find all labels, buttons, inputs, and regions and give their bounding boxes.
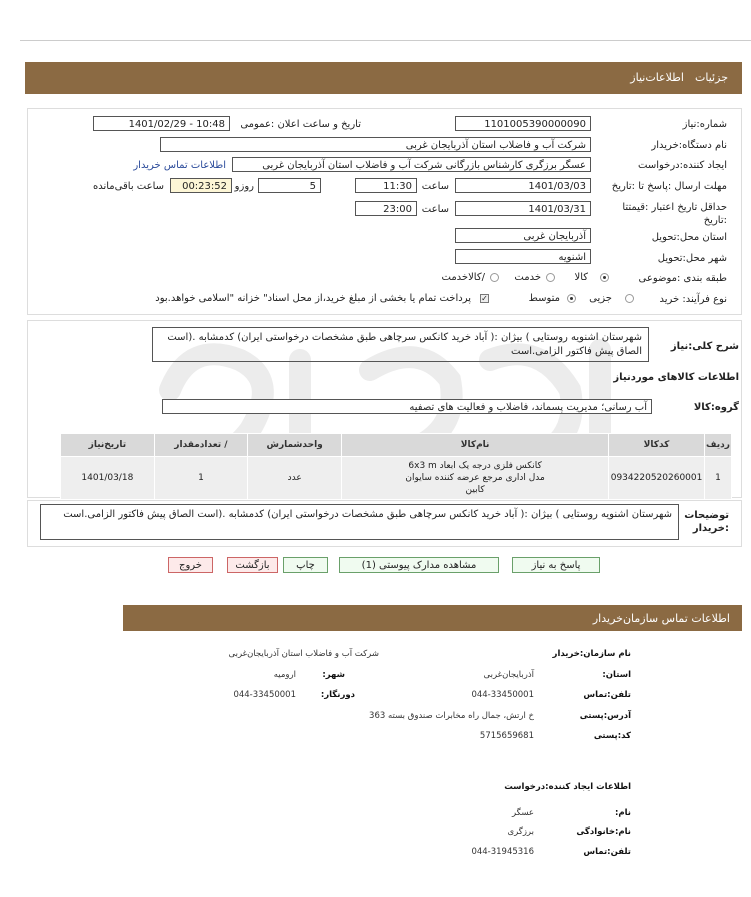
creator-name-label: نام: <box>614 808 631 818</box>
deadline-label: مهلت ارسال :پاسخ تا :تاریخ <box>611 181 727 192</box>
summary-label: شرح کلی:نیاز <box>670 341 739 352</box>
view-documents-button[interactable]: مشاهده مدارک پیوستی (1) <box>339 557 499 573</box>
summary-text: شهرستان اشنویه روستایی ) بیژان :( آباد خرید کانکس سرچاهی طبق مشخصات درخواستی ایران) کدمشابه .(است الصاق پیش فاکتور الزامی.است <box>152 327 649 362</box>
back-button[interactable]: بازگشت <box>227 557 278 573</box>
col-qty: / تعدادمقدار <box>154 434 247 457</box>
deadline-time-field: 11:30 <box>355 178 417 193</box>
remaining-label: ساعت باقی‌مانده <box>92 181 164 192</box>
city-label: شهر محل:تحویل <box>657 253 727 264</box>
reply-button[interactable]: پاسخ به نیاز <box>512 557 600 573</box>
city-field: اشنویه <box>455 249 591 264</box>
col-code: کدکالا <box>609 434 705 457</box>
goods-table-header <box>61 434 732 457</box>
contact-city-label: شهر: <box>322 670 345 680</box>
cell-row: 1 <box>705 457 732 500</box>
creator-field: عسگر برزگری کارشناس بازرگانی شرکت آب و فاضلاب استان آذربایجان غربی <box>232 157 591 172</box>
process-medium-label: متوسط <box>528 293 560 304</box>
contact-phone: 044-33450001 <box>471 690 534 700</box>
col-unit: واحدشمارش <box>248 434 342 457</box>
treasury-checkbox[interactable]: ✓ <box>481 294 488 303</box>
goods-group-label: گروه:کالا <box>693 402 739 413</box>
col-date: تاریخ‌نیاز <box>61 434 155 457</box>
contact-title: اطلاعات تماس سازمان‌خریدار <box>592 612 730 625</box>
cell-name: کانکس فلزی درجه یک ابعاد 6x3 m مدل اداری مرجع عرضه کننده سایوان کابین <box>342 457 609 500</box>
validity-time-field: 23:00 <box>355 201 417 216</box>
top-divider <box>20 40 751 41</box>
buyer-org-label: نام دستگاه:خریدار <box>651 140 727 151</box>
goods-table <box>60 433 732 500</box>
treasury-note: پرداخت تمام یا بخشی از مبلغ خرید،از محل اسناد" خزانه "اسلامی خواهد.بود <box>155 293 471 304</box>
announce-field: 1401/02/29 - 10:48 <box>93 116 230 131</box>
validity-label: حداقل تاریخ اعتبار :قیمتتا :تاریخ <box>622 202 727 226</box>
cell-qty: 1 <box>154 457 247 500</box>
buyer-contact-link[interactable]: اطلاعات تماس خریدار <box>133 160 226 171</box>
category-goods-radio[interactable] <box>600 273 609 282</box>
exit-button[interactable]: خروج <box>168 557 213 573</box>
category-goods-label: کالا <box>574 272 588 283</box>
contact-province-label: استان: <box>602 670 631 680</box>
table-row <box>61 457 732 500</box>
contact-city: ارومیه <box>273 670 296 680</box>
category-label: طبقه بندی :موضوعی <box>638 273 727 284</box>
province-field: آذربایجان غربی <box>455 228 591 243</box>
creator-phone: 044-31945316 <box>471 847 534 857</box>
cell-unit: عدد <box>248 457 342 500</box>
print-button[interactable]: چاپ <box>283 557 328 573</box>
contact-header <box>123 605 742 631</box>
announce-label: تاریخ و ساعت اعلان :عمومی <box>240 119 361 130</box>
days-field: 5 <box>258 178 321 193</box>
contact-org: شرکت آب و فاضلاب استان آذربایجان‌غربی <box>228 649 379 659</box>
cell-date: 1401/03/18 <box>61 457 155 500</box>
remaining-time-field: 00:23:52 <box>170 178 232 193</box>
creator-family-label: نام:خانوادگی <box>576 827 631 837</box>
validity-date-field: 1401/03/31 <box>455 201 591 216</box>
category-both-label: /کالاخدمت <box>441 272 485 283</box>
contact-org-label: نام سازمان:خریدار <box>552 649 631 659</box>
contact-province: آذربایجان‌غربی <box>483 670 534 680</box>
col-row: ردیف <box>705 434 732 457</box>
contact-address: خ ارتش، جمال راه مخابرات صندوق بسته 363 <box>369 711 534 721</box>
contact-fax: 044-33450001 <box>233 690 296 700</box>
process-partial-label: جزیی <box>589 293 612 304</box>
deadline-date-field: 1401/03/03 <box>455 178 591 193</box>
goods-info-title: اطلاعات کالاهای موردنیاز <box>613 372 739 383</box>
need-number-field: 1101005390000090 <box>455 116 591 131</box>
category-service-label: خدمت <box>514 272 541 283</box>
deadline-time-label: ساعت <box>421 181 449 192</box>
need-details-header <box>25 62 742 94</box>
buyer-org-field: شرکت آب و فاضلاب استان آذربایجان غربی <box>160 137 591 152</box>
contact-fax-label: دورنگار: <box>320 690 355 700</box>
cell-code: 0934220520260001 <box>609 457 705 500</box>
creator-label: ایجاد کننده:درخواست <box>638 160 727 171</box>
contact-postal: 5715659681 <box>479 731 534 741</box>
process-label: نوع فرآیند: خرید <box>659 294 727 305</box>
validity-time-label: ساعت <box>421 204 449 215</box>
details-tab[interactable]: جزئیات <box>695 71 728 84</box>
buyer-notes-text: شهرستان اشنویه روستایی ) بیژان :( آباد خرید کانکس سرچاهی طبق مشخصات درخواستی ایران) کدمشابه .(است الصاق پیش فاکتور الزامی.است <box>40 504 679 540</box>
category-both-radio[interactable] <box>490 273 499 282</box>
need-number-label: شماره:نیاز <box>682 119 727 130</box>
contact-phone-label: تلفن:تماس <box>583 690 631 700</box>
creator-info-title: اطلاعات ایجاد کننده:درخواست <box>504 782 631 792</box>
creator-family: برزگری <box>507 827 534 837</box>
contact-postal-label: کد:پستی <box>593 731 631 741</box>
col-name: نام‌کالا <box>342 434 609 457</box>
province-label: استان محل:تحویل <box>651 232 727 243</box>
contact-address-label: آدرس:پستی <box>579 711 631 721</box>
days-label: روزو <box>234 181 254 192</box>
creator-name: عسگر <box>511 808 534 818</box>
need-info-tab[interactable]: اطلاعات‌نیاز <box>630 71 684 84</box>
buyer-notes-label: توضیحات :خریدار <box>684 510 729 534</box>
creator-phone-label: تلفن:تماس <box>583 847 631 857</box>
category-service-radio[interactable] <box>546 273 555 282</box>
goods-group-field: آب رسانی؛ مدیریت پسماند، فاضلاب و فعالیت های تصفیه <box>162 399 652 414</box>
